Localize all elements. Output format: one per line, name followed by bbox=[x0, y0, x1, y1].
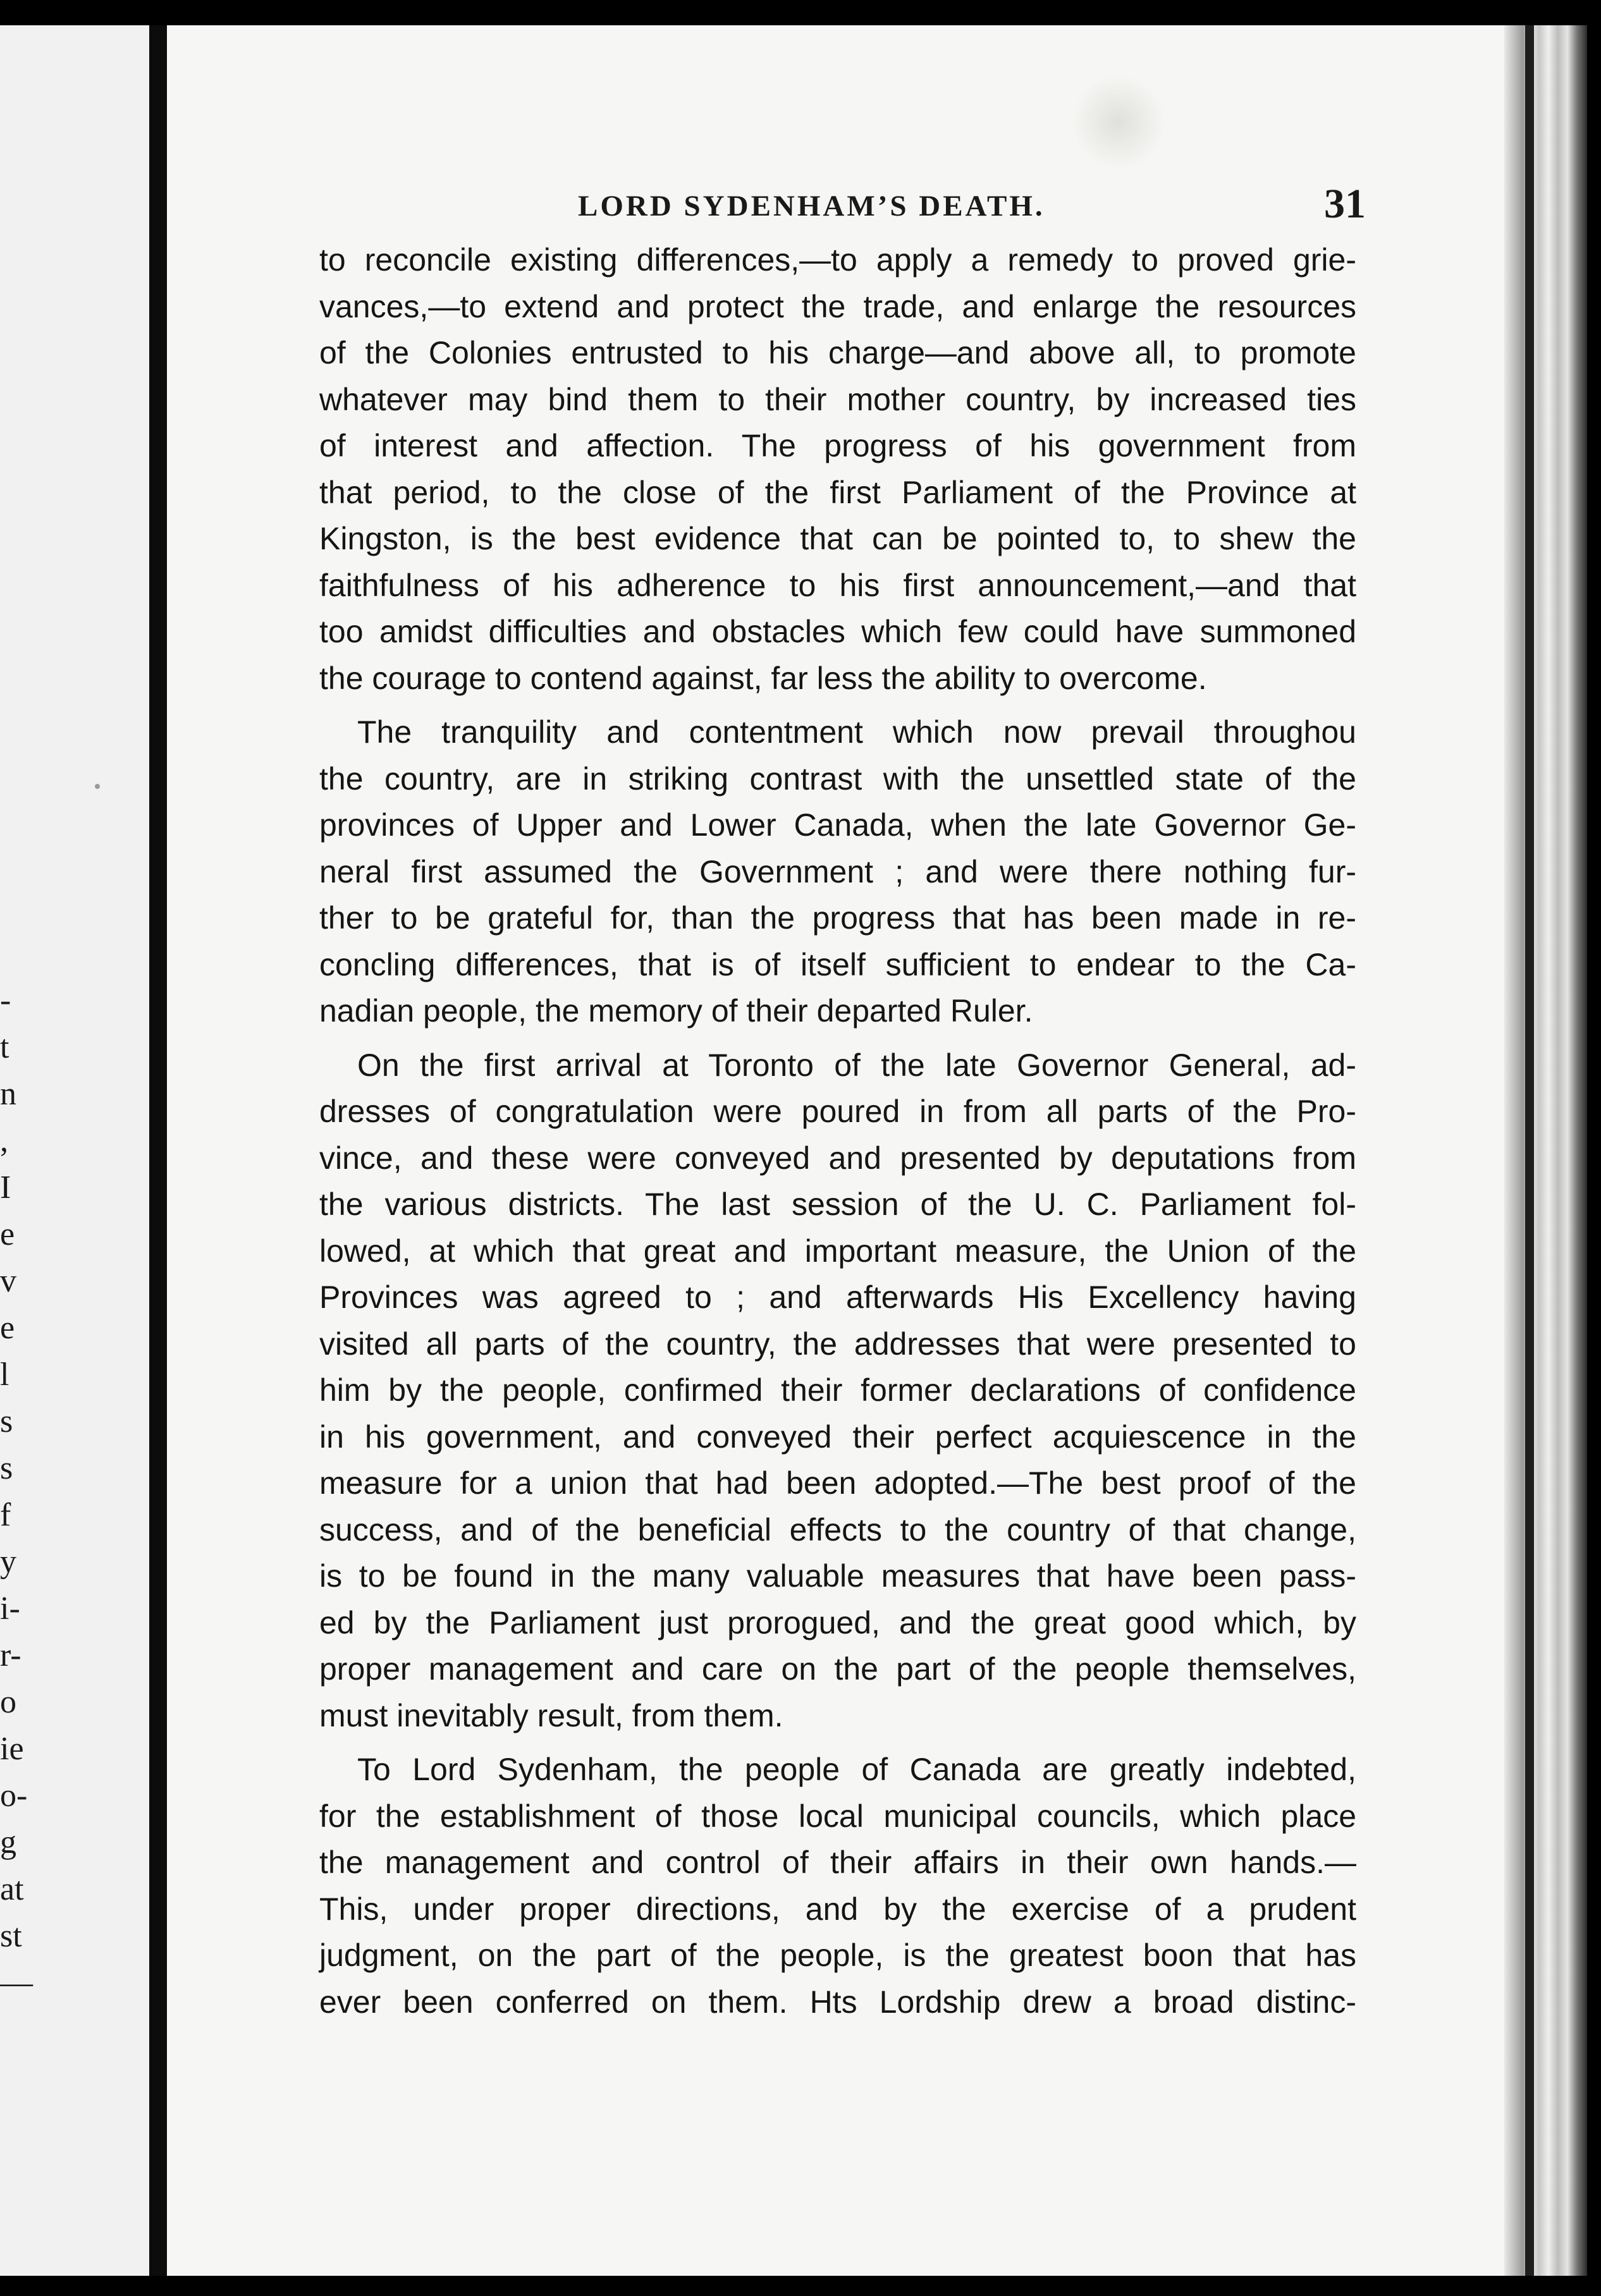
text-line: that period, to the close of the first Parliament of the Province at bbox=[319, 474, 1356, 510]
text-line: To Lord Sydenham, the people of Canada are greatly indebted, bbox=[357, 1752, 1356, 1787]
facing-page-fragment: l bbox=[0, 1357, 9, 1393]
text-line: vances,—to extend and protect the trade, and enlarge the resources bbox=[319, 288, 1356, 324]
text-line: too amidst difficulties and obstacles which few could have summoned bbox=[319, 614, 1356, 649]
text-line: faithfulness of his adherence to his first announcement,—and that bbox=[319, 567, 1356, 603]
paragraph-1 bbox=[319, 237, 1356, 702]
facing-page-fragment: ie bbox=[0, 1731, 24, 1767]
facing-page-fragment: y bbox=[0, 1544, 16, 1580]
text-line: to reconcile existing differences,—to apply a remedy to proved grie- bbox=[319, 242, 1356, 278]
ink-speck bbox=[95, 784, 100, 789]
facing-page-fragment: f bbox=[0, 1497, 11, 1533]
text-line: Kingston, is the best evidence that can be pointed to, to shew the bbox=[319, 521, 1356, 556]
facing-page-fragment: e bbox=[0, 1310, 15, 1346]
text-line: is to be found in the many valuable measures that have been pass- bbox=[319, 1558, 1356, 1594]
scan-border-right bbox=[1587, 0, 1601, 2296]
facing-page-fragment: at bbox=[0, 1871, 24, 1907]
scan-border-bottom bbox=[0, 2276, 1601, 2296]
text-line: This, under proper directions, and by the exercise of a prudent bbox=[319, 1891, 1356, 1927]
running-head: LORD SYDENHAM’S DEATH. bbox=[578, 190, 1045, 223]
text-line: Provinces was agreed to ; and afterwards His Excellency having bbox=[319, 1279, 1356, 1315]
text-line: judgment, on the part of the people, is the greatest boon that has bbox=[319, 1938, 1356, 1973]
text-line: the various districts. The last session of the U. C. Parliament fol- bbox=[319, 1187, 1356, 1222]
text-line: for the establishment of those local municipal councils, which place bbox=[319, 1798, 1356, 1834]
text-line: concling differences, that is of itself sufficient to endear to the Ca- bbox=[319, 946, 1356, 982]
facing-page bbox=[0, 0, 149, 2296]
text-line: vince, and these were conveyed and presented by deputations from bbox=[319, 1140, 1356, 1176]
text-line: of the Colonies entrusted to his charge—and above all, to promote bbox=[319, 335, 1356, 370]
facing-page-fragment: , bbox=[0, 1123, 8, 1159]
text-line: ever been conferred on them. Hts Lordship drew a broad distinc- bbox=[319, 1984, 1356, 2020]
text-line: measure for a union that had been adopted.—The best proof of the bbox=[319, 1465, 1356, 1501]
paragraph-2 bbox=[319, 709, 1356, 1035]
facing-page-fragment: s bbox=[0, 1403, 13, 1439]
page-header bbox=[578, 180, 1366, 231]
facing-page-fragment: i- bbox=[0, 1591, 20, 1627]
paper-stain bbox=[1071, 75, 1166, 169]
facing-page-fragment: g bbox=[0, 1824, 16, 1860]
text-line: ed by the Parliament just prorogued, and the great good which, by bbox=[319, 1604, 1356, 1640]
scan-border-top bbox=[0, 0, 1601, 25]
page-edge-shadow bbox=[1525, 25, 1534, 2276]
page-number: 31 bbox=[1324, 181, 1366, 227]
text-line: neral first assumed the Government ; and were there nothing fur- bbox=[319, 853, 1356, 889]
facing-page-fragment: o bbox=[0, 1684, 16, 1720]
text-line: The tranquility and contentment which now prevail throughou bbox=[357, 714, 1356, 750]
facing-page-fragment: r- bbox=[0, 1637, 21, 1673]
facing-page-fragment: t bbox=[0, 1029, 9, 1065]
text-line: provinces of Upper and Lower Canada, when the late Governor Ge- bbox=[319, 807, 1356, 843]
text-line: proper management and care on the part of the people themselves, bbox=[319, 1651, 1356, 1687]
facing-page-fragment: st bbox=[0, 1918, 22, 1954]
page-edge-stack bbox=[1504, 25, 1587, 2276]
facing-page-fragment: - bbox=[0, 982, 11, 1018]
text-line: success, and of the beneficial effects to the country of that change, bbox=[319, 1511, 1356, 1548]
facing-page-fragment: v bbox=[0, 1263, 16, 1299]
text-line: the management and control of their affairs in their own hands.— bbox=[319, 1845, 1356, 1880]
paragraph-4 bbox=[319, 1747, 1356, 2025]
text-line: must inevitably result, from them. bbox=[319, 1697, 783, 1733]
text-line: the courage to contend against, far less the ability to overcome. bbox=[319, 660, 1207, 696]
text-line: visited all parts of the country, the addresses that were presented to bbox=[319, 1326, 1356, 1362]
book-gutter bbox=[149, 25, 167, 2276]
body-text bbox=[319, 237, 1356, 2025]
facing-page-fragment: s bbox=[0, 1450, 13, 1486]
facing-page-fragment: n bbox=[0, 1076, 16, 1112]
facing-page-fragment: e bbox=[0, 1216, 15, 1252]
text-line: lowed, at which that great and important measure, the Union of the bbox=[319, 1233, 1356, 1269]
text-line: him by the people, confirmed their former declarations of confidence bbox=[319, 1372, 1356, 1408]
text-line: in his government, and conveyed their perfect acquiescence in the bbox=[319, 1419, 1356, 1455]
text-line: of interest and affection. The progress of his government from bbox=[319, 428, 1356, 463]
facing-page-fragment: — bbox=[0, 1965, 33, 2001]
facing-page-fragment: o- bbox=[0, 1778, 28, 1814]
text-line: On the first arrival at Toronto of the late Governor General, ad- bbox=[357, 1047, 1356, 1083]
text-line: the country, are in striking contrast with the unsettled state of the bbox=[319, 760, 1356, 797]
text-line: nadian people, the memory of their departed Ruler. bbox=[319, 993, 1033, 1029]
paragraph-3 bbox=[319, 1042, 1356, 1740]
text-line: dresses of congratulation were poured in from all parts of the Pro- bbox=[319, 1094, 1356, 1129]
text-line: ther to be grateful for, than the progress that has been made in re- bbox=[319, 900, 1356, 936]
facing-page-fragment: I bbox=[0, 1169, 11, 1206]
text-line: whatever may bind them to their mother country, by increased ties bbox=[319, 381, 1356, 417]
